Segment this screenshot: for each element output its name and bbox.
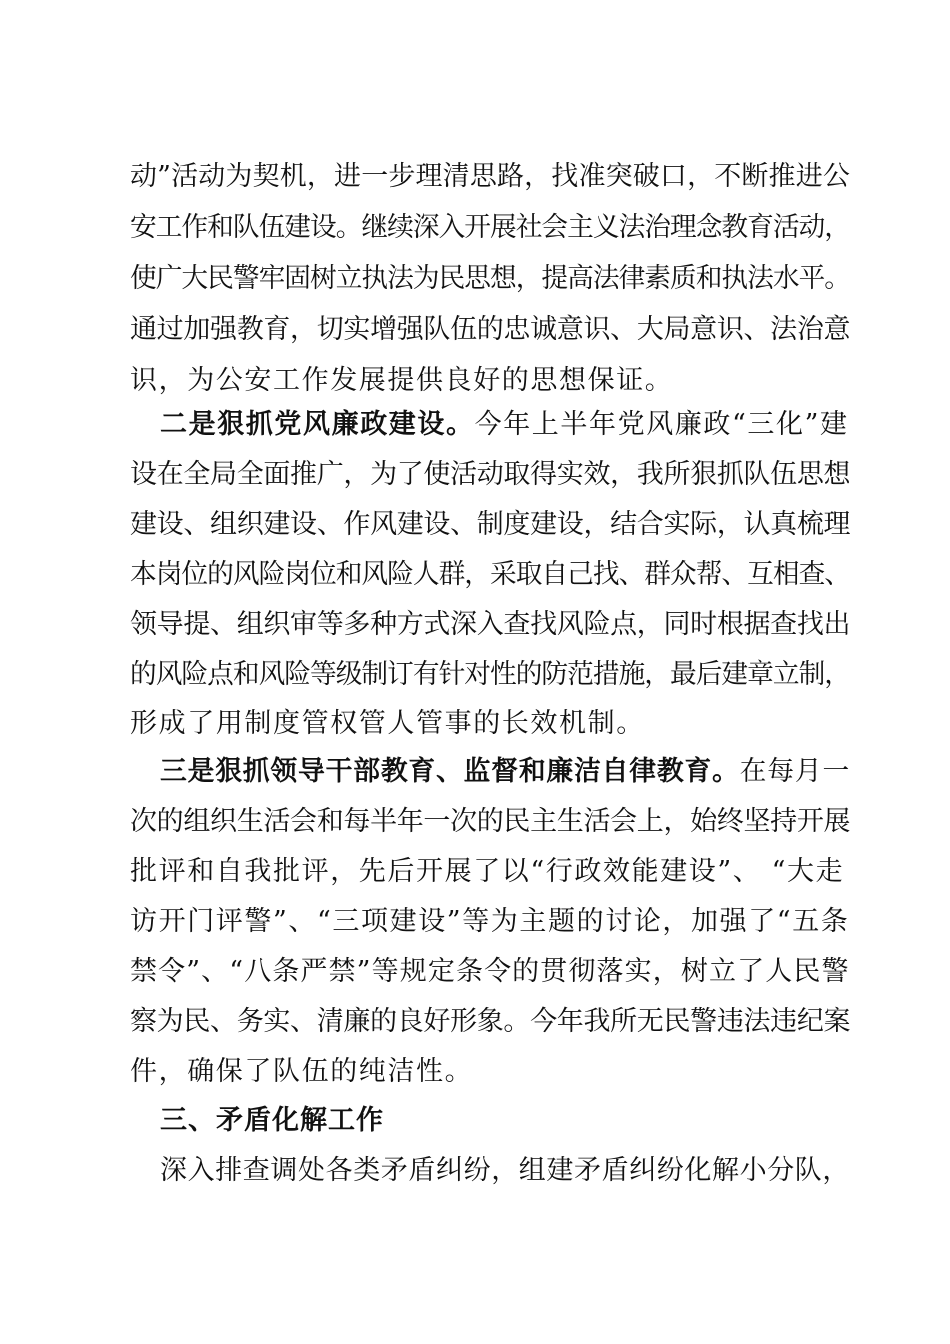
text-line: 禁令”、“八条严禁”等规定条令的贯彻落实，树立了人民警	[130, 956, 850, 987]
paragraph-first-line	[160, 405, 850, 445]
paragraph-lead: 二是狠抓党风廉政建设。	[160, 409, 475, 440]
text-line: 建设、组织建设、作风建设、制度建设，结合实际，认真梳理	[130, 509, 851, 540]
text-line: 领导提、组织审等多种方式深入查找风险点，同时根据查找出	[130, 609, 851, 640]
text-line: 的风险点和风险等级制订有针对性的防范措施，最后建章立制，	[130, 659, 850, 690]
text-line: 次的组织生活会和每半年一次的民主生活会上，始终坚持开展	[130, 806, 851, 837]
text-line: 察为民、务实、清廉的良好形象。今年我所无民警违法违纪案	[130, 1006, 851, 1037]
paragraph-first-line	[160, 752, 851, 792]
text-line: 形成了用制度管权管人管事的长效机制。	[130, 708, 645, 739]
text-line: 使广大民警牢固树立执法为民思想，提高法律素质和执法水平。	[130, 263, 850, 294]
text-line: 件，确保了队伍的纯洁性。	[130, 1056, 474, 1087]
text-line: 批评和自我批评，先后开展了以“行政效能建设”、 “大走	[130, 856, 845, 887]
text-line: 识，为公安工作发展提供良好的思想保证。	[130, 365, 674, 396]
text-line: 本岗位的风险岗位和风险人群，采取自己找、群众帮、互相查、	[130, 559, 850, 590]
text-line: 安工作和队伍建设。继续深入开展社会主义法治理念教育活动，	[130, 212, 850, 243]
section-heading: 三、矛盾化解工作	[160, 1105, 384, 1136]
text-line: 设在全局全面推广，为了使活动取得实效，我所狠抓队伍思想	[130, 459, 851, 490]
paragraph-first-line: 深入排查调处各类矛盾纠纷，组建矛盾纠纷化解小分队，	[160, 1155, 850, 1186]
text-line: 动”活动为契机，进一步理清思路，找准突破口，不断推进公	[130, 161, 851, 192]
paragraph-text: 今年上半年党风廉政“三化”建	[474, 409, 849, 440]
paragraph-lead: 三是狠抓领导干部教育、监督和廉洁自律教育。	[160, 756, 740, 787]
text-line: 通过加强教育，切实增强队伍的忠诚意识、大局意识、法治意	[130, 314, 851, 345]
text-line: 访开门评警”、“三项建设”等为主题的讨论，加强了“五条	[130, 906, 850, 937]
paragraph-text: 在每月一	[739, 756, 851, 787]
